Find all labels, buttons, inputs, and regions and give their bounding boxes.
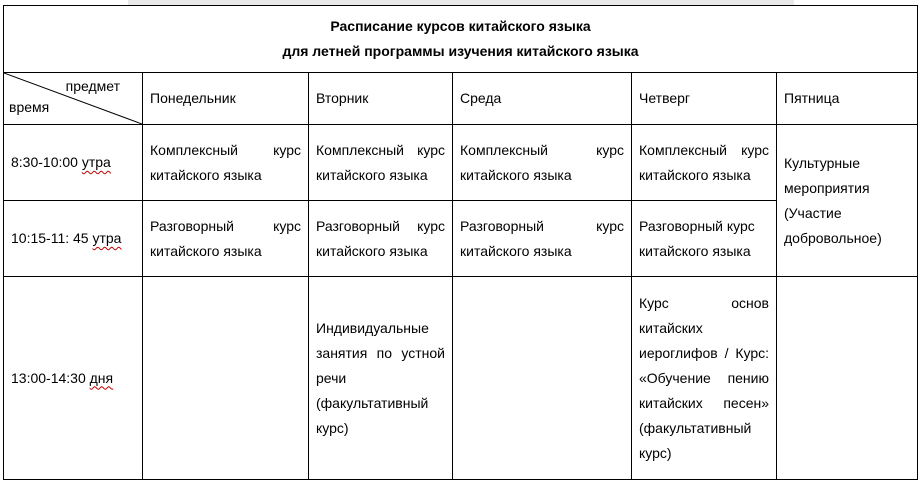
- corner-label-subject: предмет: [65, 78, 120, 94]
- table-title: [4, 6, 918, 73]
- title-line-2: для летней программы изучения китайского языка: [282, 43, 639, 59]
- time-cell: [4, 125, 143, 201]
- time-cell: [4, 277, 143, 480]
- corner-label-time: время: [9, 99, 50, 115]
- cell-friday-empty: [777, 277, 918, 480]
- time-range: 10:15-11: 45: [11, 230, 89, 246]
- header-day-friday: Пятница: [777, 73, 918, 125]
- cell-monday: Разговорный курс китайского языка: [143, 201, 309, 277]
- cell-monday: [143, 277, 309, 480]
- cell-friday-merged: Культурные мероприятия (Участие добровольное): [777, 125, 918, 277]
- time-suffix: утра: [81, 154, 111, 170]
- cell-monday: Комплексный курс китайского языка: [143, 125, 309, 201]
- time-range: 8:30-10:00: [11, 154, 78, 170]
- time-range: 13:00-14:30: [11, 369, 86, 386]
- cell-wednesday: Разговорный курс китайского языка: [453, 201, 632, 277]
- title-row: [4, 6, 918, 73]
- header-day-tuesday: Вторник: [309, 73, 453, 125]
- schedule-table: [3, 5, 918, 480]
- cell-wednesday: [453, 277, 632, 480]
- cell-thursday: Курс основ китайских иероглифов / Курс: «Обучение пению китайских песен» (факультативный курс): [632, 277, 777, 480]
- time-suffix: дня: [89, 369, 114, 386]
- cell-thursday: Разговорный курс китайского языка: [632, 201, 777, 277]
- schedule-row-3: [4, 277, 918, 480]
- title-line-1: Расписание курсов китайского языка: [330, 18, 591, 34]
- diagonal-header-cell: [4, 73, 143, 125]
- cell-wednesday: Комплексный курс китайского языка: [453, 125, 632, 201]
- cell-tuesday: Комплексный курс китайского языка: [309, 125, 453, 201]
- cell-tuesday: Индивидуальные занятия по устной речи (факультативный курс): [309, 277, 453, 480]
- cell-thursday: Комплексный курс китайского языка: [632, 125, 777, 201]
- time-suffix: утра: [92, 230, 122, 246]
- header-day-wednesday: Среда: [453, 73, 632, 125]
- time-cell: [4, 201, 143, 277]
- header-day-thursday: Четверг: [632, 73, 777, 125]
- header-row: [4, 73, 918, 125]
- cell-tuesday: Разговорный курс китайского языка: [309, 201, 453, 277]
- header-day-monday: Понедельник: [143, 73, 309, 125]
- schedule-row-1: [4, 125, 918, 201]
